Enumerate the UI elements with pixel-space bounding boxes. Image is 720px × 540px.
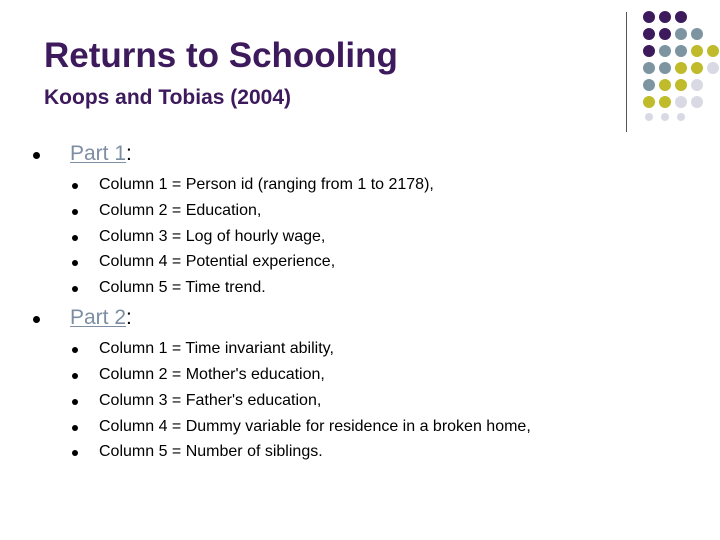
- dot-olive: [707, 45, 719, 57]
- sub-bullet-icon: [72, 260, 78, 266]
- dot-slate: [659, 62, 671, 74]
- decorative-divider: [626, 12, 627, 132]
- list-item: Column 3 = Father's education,: [99, 392, 322, 409]
- sub-bullet-icon: [72, 235, 78, 241]
- slide-subtitle: Koops and Tobias (2004): [44, 86, 291, 109]
- dot-purple: [675, 11, 687, 23]
- sub-bullet-icon: [72, 183, 78, 189]
- dot-lavender: [691, 96, 703, 108]
- list-item: Column 2 = Education,: [99, 202, 262, 219]
- sub-bullet-icon: [72, 399, 78, 405]
- dot-olive: [643, 96, 655, 108]
- sub-bullet-icon: [72, 425, 78, 431]
- dot-purple: [659, 11, 671, 23]
- list-item: Column 1 = Time invariant ability,: [99, 340, 334, 357]
- list-item: Column 3 = Log of hourly wage,: [99, 228, 326, 245]
- dot-lavender: [707, 62, 719, 74]
- dot-purple: [643, 28, 655, 40]
- dot-slate: [675, 45, 687, 57]
- list-item: Column 5 = Time trend.: [99, 279, 266, 296]
- dot-olive: [691, 62, 703, 74]
- dot-olive: [675, 62, 687, 74]
- section-label-part-1[interactable]: [70, 142, 132, 166]
- dot-slate: [691, 28, 703, 40]
- dot-olive: [675, 79, 687, 91]
- dot-lavender: [661, 113, 669, 121]
- section-link-part-2[interactable]: Part 2: [70, 306, 127, 329]
- list-item: Column 4 = Dummy variable for residence in a broken home,: [99, 418, 531, 435]
- section-colon: :: [126, 142, 132, 165]
- sub-bullet-icon: [72, 209, 78, 215]
- dot-olive: [659, 79, 671, 91]
- list-item: Column 4 = Potential experience,: [99, 253, 336, 270]
- bullet-icon: [33, 152, 40, 159]
- slide-title: Returns to Schooling: [44, 36, 398, 75]
- sub-bullet-icon: [72, 347, 78, 353]
- dot-purple: [659, 28, 671, 40]
- section-link-part-1[interactable]: Part 1: [70, 142, 127, 165]
- dot-slate: [643, 79, 655, 91]
- decorative-dot-grid: [637, 11, 719, 121]
- dot-purple: [643, 45, 655, 57]
- list-item: Column 2 = Mother's education,: [99, 366, 325, 383]
- dot-lavender: [691, 79, 703, 91]
- dot-slate: [643, 62, 655, 74]
- dot-slate: [659, 45, 671, 57]
- list-item: Column 1 = Person id (ranging from 1 to 2178),: [99, 176, 434, 193]
- list-item: Column 5 = Number of siblings.: [99, 443, 323, 460]
- dot-olive: [691, 45, 703, 57]
- dot-lavender: [675, 96, 687, 108]
- dot-purple: [643, 11, 655, 23]
- bullet-icon: [33, 316, 40, 323]
- sub-bullet-icon: [72, 286, 78, 292]
- sub-bullet-icon: [72, 373, 78, 379]
- dot-olive: [659, 96, 671, 108]
- dot-lavender: [677, 113, 685, 121]
- sub-bullet-icon: [72, 450, 78, 456]
- section-colon: :: [126, 306, 132, 329]
- dot-slate: [675, 28, 687, 40]
- section-label-part-2[interactable]: [70, 306, 132, 330]
- dot-lavender: [645, 113, 653, 121]
